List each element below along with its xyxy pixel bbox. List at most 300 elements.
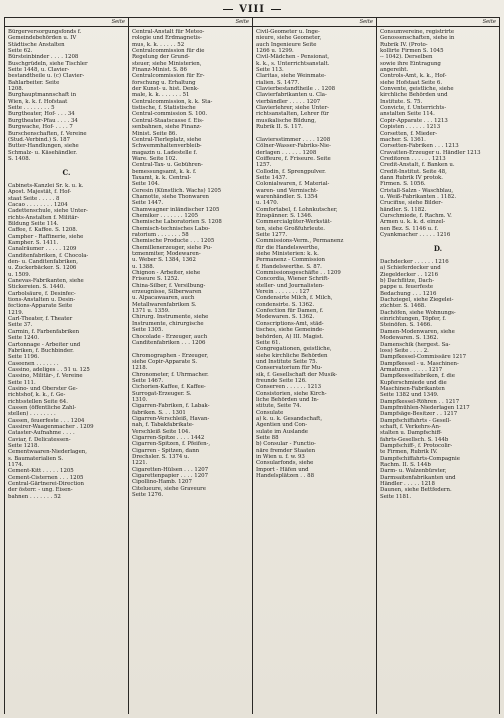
index-entry: u. 1509.: [8, 271, 31, 278]
index-entry: Rubrik IV. (Proto-: [380, 41, 428, 48]
index-entry: u. 1388.: [132, 263, 155, 270]
index-entry: tzmenmiter, Modewaren-: [132, 251, 201, 258]
index-entry: siehe Ministerien: k. k.: [256, 251, 319, 258]
index-entry: bahnen . . . . . . . 52: [8, 493, 61, 500]
index-entry: Import - Häfen und: [256, 466, 309, 473]
index-entry: Seite 111.: [8, 379, 36, 386]
index-entry: Fabriken, f. Buchbinder.: [8, 347, 74, 354]
index-entry: forschung u. Erhaltung: [132, 79, 196, 86]
index-entry: Stickereien. S. 1440.: [8, 284, 65, 291]
index-entry: Canevas-Fabrikanten, siehe: [8, 278, 84, 285]
index-entry: kollirte Firmen S. 1045: [380, 48, 444, 55]
index-entry: angereiht.: [380, 67, 409, 74]
index-entry: u. Weiß-Fabrikanten . 1182.: [380, 193, 457, 200]
index-entry: Dachziegel, siehe Ziegelei-: [380, 297, 454, 304]
index-entry: Civil-Geometer u. Inge-: [256, 29, 320, 35]
index-entry: Chemische Producte . . . 1205: [132, 238, 215, 245]
index-entry: stitute, Seite 74.: [256, 403, 302, 410]
index-entry: Dampfschiffahrts - Gesell-: [380, 417, 452, 424]
index-entry: Bildung Seite 114.: [8, 220, 59, 227]
index-entry: Seite 1467.: [132, 377, 164, 384]
index-entry: Convente, geistliche, siehe: [380, 86, 454, 93]
index-entry: u. Zuckerbäcker. S. 1206: [8, 265, 77, 272]
index-entry: Bürgerversorgungsfonds f.: [8, 29, 82, 35]
index-entry: derlagen . . . . . . 1208: [256, 149, 317, 156]
index-entry: Seite 1447.: [132, 200, 164, 207]
index-entry: Damen-Modenwaren, siehe: [380, 328, 455, 335]
index-entry: Cigarettenpapier . . . . 1207: [132, 473, 209, 480]
index-entry: händler. S. 1182.: [380, 206, 427, 213]
index-entry: Seite 1276.: [132, 492, 164, 499]
index-entry: a) Schieferdecker und: [380, 265, 441, 272]
index-entry: Clavierbestandtheile . . 1208: [256, 86, 336, 93]
index-entry: Handelsplätzen . . 88: [256, 473, 315, 480]
page-header: [0, 2, 504, 16]
index-entry: Central-Gärtnerei-Direction: [8, 481, 84, 488]
index-entry: Cigarren-Spitzen, f. Pfeifen-,: [132, 441, 211, 448]
index-entry: waren- und Vermischt-: [256, 187, 318, 194]
index-entry: richtshof, k. k., f. Ge-: [8, 392, 66, 399]
index-entry: Carbolsäure, f. Desinfec-: [8, 290, 76, 297]
index-entry: Verschleiß Seite 104.: [132, 428, 191, 435]
index-entry: steller- und Journalisten-: [256, 282, 324, 289]
index-entry: Chamotte, siehe Thonwaren: [132, 193, 210, 200]
index-entry: Dampfkessel - u. Maschinen-: [380, 360, 459, 367]
index-entry: für die Handelswerthe,: [256, 244, 320, 251]
index-entry: Commissions-Verm., Permanenz: [256, 238, 344, 245]
index-entry: Verein . . . . . . . 127: [256, 289, 310, 296]
index-entry: Commercialgüter-Werkstät-: [256, 219, 332, 226]
index-entry: Cassen, feuerfeste . . . 1204: [8, 417, 85, 424]
index-entry: Burschenschaften, f. Vereine: [8, 130, 87, 137]
index-entry: Claritas, siehe Weinmate-: [256, 73, 326, 80]
index-entry: te Firmen, Rubrik IV.: [380, 449, 438, 456]
index-entry: Burgtheater-Pfau . . . . 34: [8, 117, 78, 124]
index-entry: Colonialwaren, f. Material-: [256, 181, 330, 188]
index-entry: nieure, siehe Geometer,: [256, 35, 322, 42]
index-entry: senbahnen, siehe Finanz-: [132, 124, 202, 131]
index-entry: Seite 1305.: [132, 327, 164, 334]
index-entry: Cravatten-Erzeuger u. Händler 1213: [380, 149, 481, 156]
index-entry: siehe Copir-Apparate S.: [132, 358, 198, 365]
index-entry: freunde Seite 126.: [256, 377, 307, 384]
index-entry: und Institute Seite 75.: [256, 358, 318, 365]
index-entry: Coiffeure, f. Friseure. Seite: [256, 155, 331, 162]
index-entry: Centralcommission, k. k. Sta-: [132, 98, 213, 105]
index-entry: Cassirer-Waagenmacher . 1209: [8, 423, 94, 430]
index-entry: Canditenfabriken . . . 1206: [132, 339, 206, 346]
index-entry: Seite 1218.: [8, 443, 40, 449]
index-entry: Cipollino-Hamb. 1207: [132, 479, 192, 486]
index-entry: Ware. Seite 102.: [132, 155, 178, 162]
index-entry: Seite 1448, u. Clavier-: [8, 67, 70, 74]
index-entry: Concordia, Wiener Schrift-: [256, 276, 330, 283]
index-entry: Dampfkessel-Commissäre 1217: [380, 354, 467, 361]
index-entry: kirchliche Behörden und: [380, 92, 448, 99]
index-entry: Centralcommission für Er-: [132, 73, 205, 80]
index-entry: Cacao . . . . . . . . 1204: [8, 201, 68, 208]
header-rule-right: [271, 9, 281, 10]
index-entry: Cigarren-Spitze . . . . 1442: [132, 435, 205, 441]
index-entry: Cassino, adeliges . . 51 u. 125: [8, 366, 90, 373]
index-entry: 1257.: [256, 162, 272, 169]
index-entry: Chronometer, f. Uhrmacher.: [132, 371, 209, 378]
index-column-4: [376, 18, 500, 714]
index-entry: Cigaretten-Hülsen . . . 1207: [132, 466, 209, 473]
index-entry: sulate im Auslande: [256, 428, 308, 435]
column-heading: Seite: [129, 18, 252, 27]
index-entry: rialien. S. 1477.: [256, 79, 300, 86]
index-entry: Central-Staatscasse f. Eis-: [132, 117, 204, 124]
index-entry: Städtische Anstalten: [8, 41, 65, 48]
index-entry: auch Ingenieure Seite: [256, 41, 317, 48]
index-entry: stalten u. Dampfschiff-: [380, 430, 442, 437]
index-entry: rologie und Erdmagnetis-: [132, 35, 202, 42]
index-entry: Cassen (öffentliche Zahl-: [8, 404, 77, 411]
index-entry: -- 1042). Derselben: [380, 54, 433, 61]
index-entry: Controls-Amt, k. k., Hof-: [380, 73, 447, 80]
index-entry: Seite 113.: [256, 67, 284, 74]
index-entry: vierbändler . . . . . 1207: [256, 98, 321, 105]
index-entry: Claviersstimmer . . . . 1208: [256, 136, 331, 143]
index-entry: Clavierlehrer, siehe Unter-: [256, 105, 329, 112]
index-entry: Seite 1240.: [8, 335, 40, 342]
index-entry: Bedachung . . . 1216: [380, 290, 437, 297]
index-entry: Seite 104.: [132, 181, 160, 188]
index-entry: Seite 61.: [256, 339, 281, 346]
index-entry: Cement-Kitt . . . . . 1205: [8, 468, 74, 475]
index-entry: u. 1470.: [256, 200, 279, 207]
index-entry: Cassino, Militär-, f. Vereine: [8, 373, 83, 380]
index-entry: Rachm. II. S. 144b: [380, 462, 431, 469]
index-entry: Armaturen . . . . . 1217: [380, 366, 443, 373]
index-entry: fections-Apparate Seite: [8, 303, 73, 310]
index-entry: Dampfsäge-Besitzer . . 1217: [380, 411, 458, 418]
index-entry: stellen) . . . . . . . .: [8, 411, 56, 418]
index-entry: Copisten . . . . . . 1213: [380, 124, 441, 131]
index-entry: Central-Tax- u. Gebühren-: [132, 162, 203, 169]
index-entry: sowie ihre Eintragung: [380, 60, 441, 67]
index-entry: siehe kirchliche Behörden: [256, 352, 328, 359]
index-entry: Canalräumer . . . . . 1209: [8, 246, 77, 253]
index-entry: Steinöfen. S. 1466.: [380, 322, 432, 329]
index-entry: Seite 1181.: [380, 493, 412, 500]
index-entry: Chemillenerzeuger, siehe Pu-: [132, 244, 213, 251]
index-entry: Casino- und Oberster Ge-: [8, 385, 78, 392]
page-number: VIII: [239, 3, 265, 15]
index-entry: 1310.: [132, 396, 148, 403]
index-entry: Agentien und Con-: [256, 422, 308, 429]
index-entry: Drechsler. S. 1374 u.: [132, 454, 190, 461]
index-entry: richts-Anstalten f. Militär-: [8, 214, 80, 221]
index-entry: (Stud.-Verbind.) S. 187: [8, 136, 71, 143]
index-entry: Gemeindebehörden u. IV: [8, 35, 77, 42]
index-entry: sik, f. Gesellschaft der Musik-: [256, 371, 338, 378]
index-entry: Dampfschiffahrts-Compagnie: [380, 455, 460, 462]
index-entry: Einspänner. S. 1346.: [256, 212, 313, 219]
index-entry: Cataster-Aufnahme . . . .: [8, 430, 75, 437]
index-entry: Chignon - Arbeiter, siehe: [132, 270, 201, 277]
index-entry: Dampfkessel-Röhren . . 1217: [380, 398, 460, 405]
index-entry: Caffee, f. Kaffee. S. 1208.: [8, 227, 78, 234]
index-entry: Surrogat-Erzeuger. S.: [132, 390, 192, 397]
index-entry: Cigarren - Spitzen, dann: [132, 447, 200, 454]
index-entry: Cölner-Wasser-Fabriks-Nie-: [256, 143, 331, 150]
index-entry: Apost. Majestät, f. Hof-: [8, 189, 72, 196]
index-entry: Central-commission S. 100.: [132, 111, 208, 118]
index-entry: b) Consular - Functio-: [256, 441, 316, 448]
index-entry: s. Baumaterialien S.: [8, 455, 64, 462]
index-entry: warenhändler. S. 1354: [256, 193, 318, 200]
index-entry: China-Silber, f. Versilbung-: [132, 282, 206, 289]
column-heading: Seite: [377, 18, 499, 27]
index-entry: dann Rubrik IV protok.: [380, 174, 443, 181]
index-entry: Collodin, f. Sprengpulver.: [256, 168, 326, 175]
index-entry: Confection für Damen, f.: [256, 308, 324, 315]
index-entry: Chirurg. Instrumente, siehe: [132, 314, 209, 321]
index-entry: musikalische Bildung,: [256, 117, 317, 124]
index-entry: der österr. - ung. Eisen-: [8, 487, 73, 494]
index-entry: Burgwache, Hof- . . . . 7: [8, 124, 73, 131]
index-entry: Seite 1437.: [256, 174, 288, 181]
index-entry: Dachdecker . . . . . . 1216: [380, 259, 449, 266]
index-entry: Curschmiede, f. Rachm. V.: [380, 212, 452, 219]
index-entry: f. Handelswerthe. S. 87.: [256, 263, 322, 270]
index-entry: bestandtheile u. (c) Clavier-: [8, 73, 85, 80]
index-entry: fabriken. S. . . 1301: [132, 409, 186, 416]
index-entry: Buschgrüdeln, siehe Tischler: [8, 60, 88, 67]
index-entry: Canditenfabriken, f. Chocola-: [8, 252, 89, 259]
index-entry: Permanenz - Commission: [256, 257, 325, 264]
index-entry: Chocolade - Erzeuger, auch: [132, 333, 208, 340]
index-entry: Regelung der Grund-: [132, 54, 190, 61]
index-entry: Carmin, f. Farbenfabriken: [8, 328, 80, 335]
index-entry: schaft, f. Verkehrs-An-: [380, 423, 441, 430]
index-entry: 1221.: [132, 460, 148, 467]
index-entry: Friseure S. 1252.: [132, 276, 180, 283]
index-entry: fahrts-Gesellsch. S. 144b: [380, 436, 449, 443]
index-entry: Händler . . . . . 1218: [380, 481, 435, 488]
index-entry: Chamwagner inländischer 1205: [132, 206, 220, 213]
index-entry: Citelueure, siehe Graveure: [132, 485, 206, 492]
index-entry: Campher - Raffinerie, siehe: [8, 233, 84, 240]
index-entry: Institute. S. 75.: [380, 98, 423, 105]
index-entry: Credit-Anstalt, f. Banken u.: [380, 162, 455, 169]
index-entry: Genossenschaften, siehe in: [380, 35, 455, 42]
index-entry: Cristall-Salzn - Waschblau,: [380, 187, 454, 194]
index-column-3: [252, 18, 376, 714]
index-entry: 1174.: [8, 462, 24, 469]
index-entry: Cyankmacher . . . . . 1216: [380, 232, 451, 238]
index-entry: nah, f. Tabakfabrikate-: [132, 422, 194, 429]
index-entry: Cichorien-Kaffee, f. Kaffee-: [132, 384, 206, 391]
index-entry: nen Bez. S. 1146 u. f.: [380, 225, 439, 232]
index-entry: Dampfmühlen-Niederlagen 1217: [380, 404, 470, 411]
index-entry: Schmalz- u. Käsehändler.: [8, 149, 77, 156]
index-entry: pappe u. feuerfeste: [380, 284, 434, 291]
index-entry: den- u. Canditenfabriken,: [8, 259, 78, 266]
index-entry: C.: [62, 168, 71, 177]
index-entry: einrichtungen, Töpfer, f.: [380, 316, 447, 323]
index-entry: Armen u. k. k. d. einzel-: [380, 219, 446, 226]
index-entry: male, k. k. . . . . . . 51: [132, 92, 190, 99]
index-entry: Chemiker . . . . . . . 1205: [132, 212, 199, 219]
index-entry: Consumvereine, registrirte: [380, 29, 455, 35]
index-entry: Consistorien, siehe Kirch-: [256, 390, 327, 397]
index-entry: Modewaren. S. 1362.: [380, 335, 439, 342]
index-entry: in Wien u. f. w. 93: [256, 454, 305, 461]
index-entry: Darmsaitenfabrikanten und: [380, 474, 456, 481]
index-entry: Bürsteinbinder . . . . 1208: [8, 54, 79, 61]
index-entry: Caviar, f. Delicatessen-: [8, 436, 71, 443]
index-entry: Consulate: [256, 409, 284, 416]
index-entry: Comfortabel, f. Lohnkutscher,: [256, 206, 338, 213]
index-entry: anstalten Seite 114.: [380, 111, 435, 118]
index-column-2: [128, 18, 252, 714]
index-entry: D.: [433, 244, 443, 253]
index-entry: u. Weber S. 1384, 1362: [132, 257, 196, 264]
index-entry: liche Behörden und In-: [256, 396, 319, 403]
index-column-1: [4, 18, 128, 714]
index-entry: Chromographen - Erzeuger,: [132, 352, 209, 359]
index-entry: züchter. S. 1468.: [380, 303, 426, 310]
index-entry: Congregationen, geistliche,: [256, 346, 332, 353]
index-entry: Chemisch-technisches Labo-: [132, 225, 210, 232]
index-entry: 1219.: [8, 309, 24, 316]
column-heading: Seite: [253, 18, 376, 27]
index-entry: Wien, k. k. f. Hofstaat: [8, 98, 68, 105]
index-entry: Convicte, f. Unterrichts-: [380, 105, 447, 112]
index-entry: magazin u. Ladestelle f.: [132, 149, 198, 156]
index-entry: Daunen, siehe Bettfedern.: [380, 487, 452, 494]
index-entry: Dampfkesselfabriken, f. die: [380, 373, 455, 380]
index-entry: Cement-Cisternen . . . 1205: [8, 474, 84, 481]
index-entry: Ziegeldecker . . 1216: [380, 271, 439, 278]
index-entry: Central-Anstalt für Meteo-: [132, 29, 205, 35]
index-entry: Bahlarbeiter. Seite: [8, 79, 60, 86]
index-entry: staat Seite . . . . . 8: [8, 195, 60, 202]
index-entry: 1208.: [8, 86, 24, 93]
index-columns: [4, 17, 500, 714]
index-entry: macher. S. 1361.: [380, 136, 426, 143]
index-entry: tions-Anstalten u. Desin-: [8, 297, 76, 304]
index-entry: Cementwaaren-Niederlagen,: [8, 449, 87, 456]
index-entry: Burgtheater, Hof- . . . 34: [8, 111, 75, 118]
index-entry: tistische, f. Statistische: [132, 105, 196, 112]
index-entry: Seite 62.: [8, 48, 33, 55]
index-entry: Credit-Institut. Seite 48,: [380, 168, 447, 175]
index-entry: Rubrik II. S. 117.: [256, 124, 303, 131]
index-entry: Schwemmhaltenverbleib-: [132, 143, 202, 150]
index-entry: Seite 1196.: [8, 354, 40, 361]
index-entry: Metallwarenfabriken S.: [132, 301, 197, 308]
index-entry: Finanz-Minist. S. 86: [132, 67, 187, 74]
index-entry: Condensirte Milch, f. Milch,: [256, 295, 333, 302]
index-entry: mus, k. k. . . . . . 52: [132, 41, 185, 48]
index-entry: Firmen. S. 1056.: [380, 181, 426, 188]
index-entry: Damenschik (hergest. Sa-: [380, 341, 451, 348]
index-entry: Kupferschmiede und die: [380, 379, 447, 386]
index-entry: Seite 37.: [8, 322, 33, 329]
index-entry: condensirte. S. 1362.: [256, 301, 315, 308]
index-entry: bemessungsamt, k. k. f.: [132, 168, 197, 175]
index-entry: Dampfschiff-, f. Protocolir-: [380, 443, 453, 449]
index-entry: Seite . . . . . . . . 5: [8, 105, 55, 112]
index-entry: b) Dachflitze, Dach-: [380, 278, 435, 285]
index-entry: richtsstellen Seite 64.: [8, 398, 68, 405]
index-entry: behörden, A) III. Magist.: [256, 333, 324, 340]
index-entry: Modewaren. S. 1362.: [256, 314, 315, 321]
index-entry: Conserven . . . . . . 1213: [256, 384, 322, 391]
index-entry: Carl-Theater, f. Theater: [8, 316, 73, 323]
index-entry: Butter-Handlungen, siehe: [8, 143, 79, 150]
index-entry: tisches, siehe Gemeinde-: [256, 327, 325, 334]
index-entry: 1218.: [132, 365, 148, 372]
index-entry: Cartonnage - Arbeiter und: [8, 341, 81, 348]
index-entry: Cabinets-Kanzlei Sr. k. u. k.: [8, 182, 84, 189]
index-entry: Commissionsgeschäfte . . 1209: [256, 270, 341, 277]
index-entry: u. Alpacawaaren, auch: [132, 295, 195, 302]
index-entry: Conscriptions-Amt, städ-: [256, 320, 324, 327]
index-entry: Seite 1382 und 1349.: [380, 392, 439, 399]
index-entry: k. k., s. Unterrichtsanstalt.: [256, 60, 330, 67]
index-entry: Crucifixe, siehe Bilder-: [380, 200, 443, 207]
index-entry: Seite 1277.: [256, 232, 288, 238]
index-entry: Maschinen-Fabrikanten: [380, 385, 445, 392]
index-entry: ten, siehe Großfuhrleute.: [256, 225, 326, 232]
column-heading: Seite: [5, 18, 128, 27]
index-entry: 1266 u. 1299.: [256, 48, 294, 55]
index-entry: Cigarren-Fabriken, f. Labak-: [132, 403, 210, 410]
index-entry: a) k. u. k. Gesandschaft,: [256, 415, 323, 422]
index-entry: Corsetten-Fabriken . . . 1213: [380, 143, 459, 150]
index-entry: Cigarren-Verschleiß, Havan-: [132, 415, 210, 422]
index-entry: Kampher. S. 1411.: [8, 240, 59, 246]
index-entry: näre fremder Staaten: [256, 447, 316, 454]
index-entry: richtsanstalten, Lehrer für: [256, 111, 329, 118]
index-entry: Instrumente, chirurgische: [132, 320, 204, 327]
index-entry: erzeugnisse, Silberwaren: [132, 289, 202, 296]
index-entry: 1371 u. 1359.: [132, 308, 170, 315]
index-entry: S. 1408.: [8, 155, 31, 162]
header-rule-left: [223, 9, 233, 10]
index-entry: siehe Hofstaat Seite 6.: [380, 79, 443, 86]
index-entry: Seite 88: [256, 435, 279, 441]
index-entry: Centralcommission für die: [132, 48, 205, 55]
index-entry: Clavierfabrikanten u. Cla-: [256, 92, 327, 99]
index-entry: Corsetten, f. Mieder-: [380, 130, 438, 137]
index-entry: Creditoren . . . . . . 1213: [380, 155, 446, 162]
index-entry: Minist. Seite 86.: [132, 130, 178, 137]
index-entry: Cadettenschule, siehe Unter-: [8, 208, 88, 215]
index-entry: Taxamt, k. k. Central-: [132, 174, 192, 181]
index-entry: loss) Seite . . . . 2.: [380, 347, 429, 354]
index-entry: Darm- u. Walzenbürster,: [380, 468, 447, 475]
index-entry: der Kunst- u. hist. Denk-: [132, 86, 199, 93]
index-entry: Central-Tierleplatz, siehe: [132, 136, 202, 143]
index-entry: ratorium . . . . . . . 58: [132, 232, 189, 238]
index-entry: Dachöfen, siehe Wohnungs-: [380, 309, 456, 316]
index-entry: Caseenen . . . . . . .: [8, 360, 59, 367]
index-entry: Civil-Mädchen - Pensionat,: [256, 54, 330, 61]
index-entry: Consularfonds, siehe: [256, 460, 314, 467]
index-entry: Copir-Apparate . . . 1213: [380, 117, 448, 124]
index-entry: Burghauptmannschaft in: [8, 92, 77, 99]
index-entry: Ceresin (Künstlich. Wachs) 1205: [132, 187, 222, 194]
index-entry: steuer, siehe Ministerien,: [132, 60, 202, 67]
index-entry: Chemische Laboratorien S. 1208: [132, 219, 222, 226]
index-entry: Conservatorium für Mu-: [256, 365, 323, 372]
